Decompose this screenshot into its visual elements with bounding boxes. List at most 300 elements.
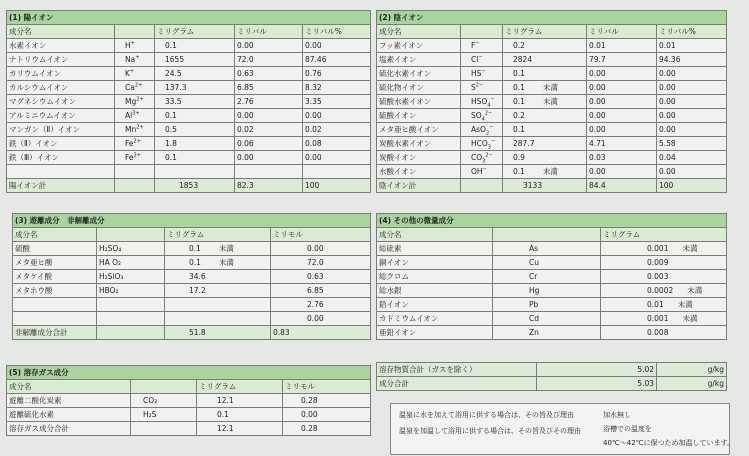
undissociated-total-label: 非解離成分合計 bbox=[13, 326, 97, 340]
summary-total-unit: g/kg bbox=[657, 377, 727, 391]
trace-mg-value: 0.008 bbox=[647, 327, 669, 337]
trace-name: 総砒素 bbox=[377, 242, 493, 256]
trace-symbol: As bbox=[493, 242, 601, 256]
anions-title: (2) 陰イオン bbox=[377, 11, 727, 25]
trace-name: カドミウムイオン bbox=[377, 312, 493, 326]
ion-symbol-base: OH bbox=[471, 166, 483, 176]
gas-symbol: H₂S bbox=[131, 408, 197, 422]
ion-mg bbox=[155, 95, 235, 109]
ion-mg bbox=[503, 39, 587, 53]
ion-mg-value: 33.5 bbox=[165, 96, 182, 106]
table-row bbox=[7, 137, 371, 151]
ion-symbol bbox=[115, 109, 155, 123]
table-row bbox=[377, 284, 727, 298]
trace-name: 総水銀 bbox=[377, 284, 493, 298]
ion-name bbox=[7, 165, 115, 179]
undissociated-title: (3) 遊離成分 非解離成分 bbox=[13, 214, 371, 228]
ion-symbol-sup: 2− bbox=[484, 110, 493, 116]
ion-mval: 0.02 bbox=[235, 123, 303, 137]
ion-name: 水素イオン bbox=[7, 39, 115, 53]
ion-name: アルミニウムイオン bbox=[7, 109, 115, 123]
ion-mg-value: 0.5 bbox=[165, 124, 177, 134]
trace-name: 鉛イオン bbox=[377, 298, 493, 312]
ion-pct: 0.00 bbox=[657, 67, 727, 81]
gas-name: 遊離二酸化炭素 bbox=[7, 394, 131, 408]
ion-mg-value: 0.1 bbox=[513, 124, 525, 134]
ion-mval bbox=[235, 165, 303, 179]
ion-name: 鉄（Ⅲ）イオン bbox=[7, 151, 115, 165]
undissociated-table bbox=[12, 213, 371, 340]
ion-symbol bbox=[115, 81, 155, 95]
note-water-added: 温泉に水を加えて浴用に供する場合は、その旨及び理由 bbox=[399, 411, 574, 419]
anions-total-label: 陰イオン計 bbox=[377, 179, 461, 193]
ion-mg-value: 0.1 bbox=[513, 68, 525, 78]
component-name bbox=[13, 298, 97, 312]
ion-symbol-base: Ca bbox=[125, 82, 135, 92]
ion-mval: 0.00 bbox=[587, 95, 657, 109]
note-heating: 温泉を加温して浴用に供する場合は、その旨及びその理由 bbox=[399, 427, 581, 435]
ion-name: メタ亜ヒ酸イオン bbox=[377, 123, 461, 137]
trace-mg-value: 0.001 bbox=[647, 243, 669, 253]
undissociated-total-formula bbox=[97, 326, 165, 340]
table-row bbox=[7, 123, 371, 137]
ion-symbol bbox=[461, 67, 503, 81]
table-row bbox=[13, 270, 371, 284]
ion-symbol bbox=[115, 165, 155, 179]
component-mg bbox=[165, 256, 271, 270]
table-row bbox=[7, 53, 371, 67]
cations-body bbox=[7, 39, 371, 179]
gas-mg: 12.1 bbox=[197, 422, 283, 436]
anions-header-pct: ミリバル% bbox=[657, 25, 727, 39]
ion-symbol-base: Fe bbox=[125, 138, 134, 148]
trace-symbol: Pb bbox=[493, 298, 601, 312]
ion-pct: 0.00 bbox=[657, 81, 727, 95]
anions-header-mval: ミリバル bbox=[587, 25, 657, 39]
gas-header-symbol bbox=[131, 380, 197, 394]
ion-pct: 0.08 bbox=[303, 137, 371, 151]
anions-header-symbol bbox=[461, 25, 503, 39]
component-formula bbox=[97, 298, 165, 312]
table-row bbox=[377, 312, 727, 326]
ion-name: マグネシウムイオン bbox=[7, 95, 115, 109]
ion-name: 鉄（Ⅱ）イオン bbox=[7, 137, 115, 151]
ion-symbol-sup: 2+ bbox=[136, 124, 144, 130]
ion-mg-value: 0.1 bbox=[165, 40, 177, 50]
ion-mg bbox=[503, 109, 587, 123]
cations-total-mg: 1853 bbox=[155, 179, 235, 193]
undissociated-header-name: 成分名 bbox=[13, 228, 97, 242]
ion-symbol-base: Al bbox=[125, 110, 133, 120]
trace-header-name: 成分名 bbox=[377, 228, 493, 242]
ion-symbol-base: Cl bbox=[471, 54, 479, 64]
anions-header-mg: ミリグラム bbox=[503, 25, 587, 39]
component-formula: H₂SO₄ bbox=[97, 242, 165, 256]
ion-mg-value: 0.2 bbox=[513, 40, 525, 50]
trace-mg-value: 0.0002 bbox=[647, 285, 674, 295]
ion-mg bbox=[155, 109, 235, 123]
note-heating-reason: 40℃～42℃に保つため加温しています。 bbox=[603, 439, 734, 447]
ion-symbol-sup: 3+ bbox=[132, 110, 140, 116]
gas-mmol: 0.28 bbox=[283, 422, 371, 436]
ion-symbol bbox=[461, 123, 503, 137]
trace-header-mg: ミリグラム bbox=[601, 228, 727, 242]
component-name: 硫酸 bbox=[13, 242, 97, 256]
table-row bbox=[377, 81, 727, 95]
table-row bbox=[377, 95, 727, 109]
ion-symbol-sub: 2 bbox=[485, 130, 490, 136]
cations-table bbox=[6, 10, 371, 193]
cations-title: (1) 陽イオン bbox=[7, 11, 371, 25]
ion-pct: 0.01 bbox=[657, 39, 727, 53]
gas-header-mg: ミリグラム bbox=[197, 380, 283, 394]
gas-header-mmol: ミリモル bbox=[283, 380, 371, 394]
ion-symbol bbox=[461, 81, 503, 95]
ion-mg bbox=[155, 137, 235, 151]
cations-total-pct: 100 bbox=[303, 179, 371, 193]
ion-name: フッ素イオン bbox=[377, 39, 461, 53]
ion-symbol-sup: 2+ bbox=[136, 96, 144, 102]
ion-symbol-sup: 2− bbox=[485, 152, 493, 158]
component-mg bbox=[165, 284, 271, 298]
ion-pct: 0.00 bbox=[303, 109, 371, 123]
undissociated-total-mmol: 0.83 bbox=[271, 326, 371, 340]
cations-header-pct: ミリバル% bbox=[303, 25, 371, 39]
trace-header-symbol bbox=[493, 228, 601, 242]
component-mmol: 72.0 bbox=[271, 256, 371, 270]
table-row bbox=[7, 151, 371, 165]
component-mg-value: 34.6 bbox=[189, 271, 206, 281]
component-name: メタケイ酸 bbox=[13, 270, 97, 284]
gas-symbol: CO₂ bbox=[131, 394, 197, 408]
table-row bbox=[377, 67, 727, 81]
ion-mg bbox=[155, 81, 235, 95]
ion-mval: 0.00 bbox=[235, 109, 303, 123]
ion-symbol-sup: 2+ bbox=[134, 82, 143, 88]
ion-mg-note: 未満 bbox=[542, 96, 558, 106]
ion-symbol bbox=[115, 137, 155, 151]
ion-pct: 0.00 bbox=[657, 165, 727, 179]
ion-mg bbox=[155, 165, 235, 179]
component-mg-value: 0.1 bbox=[189, 257, 201, 267]
trace-mg-value: 0.003 bbox=[647, 271, 669, 281]
table-row bbox=[377, 123, 727, 137]
ion-symbol-sup: − bbox=[481, 68, 486, 74]
ion-symbol bbox=[461, 95, 503, 109]
undissociated-header-mmol: ミリモル bbox=[271, 228, 371, 242]
ion-symbol-base: HSO bbox=[471, 96, 488, 106]
ion-mg-value: 137.3 bbox=[165, 82, 187, 92]
table-row bbox=[377, 256, 727, 270]
ion-mval: 79.7 bbox=[587, 53, 657, 67]
ion-name: マンガン（Ⅱ）イオン bbox=[7, 123, 115, 137]
ion-symbol-sup: − bbox=[490, 96, 495, 102]
ion-symbol bbox=[115, 151, 155, 165]
anions-table bbox=[376, 10, 727, 193]
trace-symbol: Cd bbox=[493, 312, 601, 326]
gas-name: 遊離硫化水素 bbox=[7, 408, 131, 422]
table-row bbox=[13, 242, 371, 256]
summary-total-label: 成分合計 bbox=[377, 377, 537, 391]
ion-symbol-sup: + bbox=[130, 40, 135, 46]
ion-pct: 0.00 bbox=[303, 39, 371, 53]
ion-mg-value: 1.8 bbox=[165, 138, 177, 148]
gas-title: (5) 溶存ガス成分 bbox=[7, 366, 371, 380]
ion-symbol-sub: 4 bbox=[487, 102, 491, 108]
trace-table bbox=[376, 213, 727, 340]
ion-symbol bbox=[115, 95, 155, 109]
ion-name: 炭酸イオン bbox=[377, 151, 461, 165]
component-mmol: 0.63 bbox=[271, 270, 371, 284]
ion-symbol-base: SO bbox=[471, 110, 482, 120]
trace-mg bbox=[601, 312, 727, 326]
ion-mval: 0.00 bbox=[587, 123, 657, 137]
anions-body bbox=[377, 39, 727, 179]
table-row bbox=[13, 312, 371, 326]
component-mmol: 0.00 bbox=[271, 312, 371, 326]
ion-mval: 2.76 bbox=[235, 95, 303, 109]
undissociated-header-formula bbox=[97, 228, 165, 242]
ion-symbol-base: F bbox=[471, 40, 476, 50]
ion-mval: 0.06 bbox=[235, 137, 303, 151]
component-mmol: 2.76 bbox=[271, 298, 371, 312]
table-row bbox=[7, 95, 371, 109]
summary-dissolved-label: 溶存物質合計（ガスを除く） bbox=[377, 363, 537, 377]
ion-name: カリウムイオン bbox=[7, 67, 115, 81]
component-mg-value: 17.2 bbox=[189, 285, 206, 295]
ion-symbol-sup: − bbox=[489, 124, 494, 130]
ion-name: 炭酸水素イオン bbox=[377, 137, 461, 151]
ion-symbol-sup: 3+ bbox=[133, 152, 141, 158]
summary-dissolved-unit: g/kg bbox=[657, 363, 727, 377]
ion-pct: 0.00 bbox=[303, 151, 371, 165]
ion-symbol-base: Fe bbox=[125, 152, 134, 162]
table-row bbox=[13, 284, 371, 298]
undissociated-header-mg: ミリグラム bbox=[165, 228, 271, 242]
ion-mg bbox=[503, 137, 587, 151]
ion-pct: 94.36 bbox=[657, 53, 727, 67]
ion-pct: 0.02 bbox=[303, 123, 371, 137]
ion-mg-value: 2824 bbox=[513, 54, 533, 64]
ion-pct: 0.76 bbox=[303, 67, 371, 81]
ion-mg-note: 未満 bbox=[542, 166, 558, 176]
note-no-water-added: 加水無し bbox=[603, 411, 631, 419]
ion-mg bbox=[155, 151, 235, 165]
component-formula: HBO₂ bbox=[97, 284, 165, 298]
ion-symbol-sup: − bbox=[482, 166, 487, 172]
ion-mval: 0.63 bbox=[235, 67, 303, 81]
trace-title: (4) その他の微量成分 bbox=[377, 214, 727, 228]
ion-mg-value: 0.1 bbox=[513, 82, 525, 92]
ion-mval: 0.00 bbox=[235, 39, 303, 53]
summary-total-value: 5.03 bbox=[537, 377, 657, 391]
ion-symbol-base: HS bbox=[471, 68, 482, 78]
cations-header-name: 成分名 bbox=[7, 25, 115, 39]
trace-mg-note: 未満 bbox=[687, 285, 703, 295]
ion-pct: 8.32 bbox=[303, 81, 371, 95]
table-row bbox=[377, 242, 727, 256]
table-row bbox=[377, 109, 727, 123]
table-row bbox=[7, 81, 371, 95]
gas-mmol: 0.00 bbox=[283, 408, 371, 422]
ion-symbol-base: AsO bbox=[471, 124, 486, 134]
table-row bbox=[7, 39, 371, 53]
component-mmol: 0.00 bbox=[271, 242, 371, 256]
ion-mval: 6.85 bbox=[235, 81, 303, 95]
ion-mval: 4.71 bbox=[587, 137, 657, 151]
component-mg-value: 0.1 bbox=[189, 243, 201, 253]
ion-symbol-sup: + bbox=[129, 68, 135, 74]
table-row bbox=[13, 256, 371, 270]
trace-mg bbox=[601, 242, 727, 256]
trace-name: 総クロム bbox=[377, 270, 493, 284]
ion-mg-value: 0.9 bbox=[513, 152, 525, 162]
trace-mg bbox=[601, 256, 727, 270]
ion-mval: 0.00 bbox=[587, 67, 657, 81]
cations-header-mval: ミリバル bbox=[235, 25, 303, 39]
anions-total-mg: 3133 bbox=[503, 179, 587, 193]
ion-symbol bbox=[115, 53, 155, 67]
trace-mg-note: 未満 bbox=[682, 243, 698, 253]
note-bath-temp: 浴槽での温度を bbox=[603, 425, 652, 433]
ion-symbol bbox=[115, 123, 155, 137]
summary-dissolved-value: 5.02 bbox=[537, 363, 657, 377]
trace-mg bbox=[601, 326, 727, 340]
anions-header-name: 成分名 bbox=[377, 25, 461, 39]
ion-symbol bbox=[115, 67, 155, 81]
ion-mg-value: 0.1 bbox=[165, 152, 177, 162]
trace-body bbox=[377, 242, 727, 340]
component-name: メタホウ酸 bbox=[13, 284, 97, 298]
component-mg bbox=[165, 270, 271, 284]
component-mg-note: 未満 bbox=[218, 257, 234, 267]
gas-mg: 0.1 bbox=[197, 408, 283, 422]
component-mg bbox=[165, 312, 271, 326]
ion-mval: 72.0 bbox=[235, 53, 303, 67]
table-row bbox=[377, 39, 727, 53]
ion-mg bbox=[503, 53, 587, 67]
ion-symbol-sub: 3 bbox=[487, 144, 491, 150]
component-formula: HA O₂ bbox=[97, 256, 165, 270]
ion-symbol-sup: − bbox=[475, 40, 480, 46]
ion-name: 塩素イオン bbox=[377, 53, 461, 67]
summary-table bbox=[376, 362, 727, 391]
ion-pct: 87.46 bbox=[303, 53, 371, 67]
ion-mg bbox=[503, 95, 587, 109]
ion-mg-value: 0.1 bbox=[513, 96, 525, 106]
ion-mg bbox=[155, 53, 235, 67]
trace-mg-value: 0.001 bbox=[647, 313, 669, 323]
gas-table bbox=[6, 365, 371, 436]
gas-name: 溶存ガス成分合計 bbox=[7, 422, 131, 436]
trace-symbol: Cr bbox=[493, 270, 601, 284]
component-mg-note: 未満 bbox=[218, 243, 234, 253]
ion-mval: 0.03 bbox=[587, 151, 657, 165]
ion-mg bbox=[503, 165, 587, 179]
gas-body bbox=[7, 394, 371, 436]
trace-symbol: Cu bbox=[493, 256, 601, 270]
ion-mg bbox=[155, 39, 235, 53]
trace-mg bbox=[601, 284, 727, 298]
ion-pct: 3.35 bbox=[303, 95, 371, 109]
undissociated-total-mg: 51.8 bbox=[165, 326, 271, 340]
undissociated-body bbox=[13, 242, 371, 326]
trace-mg-value: 0.01 bbox=[647, 299, 664, 309]
ion-pct: 0.00 bbox=[657, 95, 727, 109]
cations-total-mval: 82.3 bbox=[235, 179, 303, 193]
table-row bbox=[377, 137, 727, 151]
ion-symbol bbox=[115, 39, 155, 53]
ion-name: 硫化物イオン bbox=[377, 81, 461, 95]
ion-name: カルシウムイオン bbox=[7, 81, 115, 95]
ion-symbol-base: Na bbox=[125, 54, 136, 64]
trace-mg-note: 未満 bbox=[677, 299, 693, 309]
ion-pct: 0.04 bbox=[657, 151, 727, 165]
table-row bbox=[7, 422, 371, 436]
ion-mg bbox=[503, 151, 587, 165]
ion-mg bbox=[155, 123, 235, 137]
ion-pct: 0.00 bbox=[657, 109, 727, 123]
ion-symbol-base: Mg bbox=[125, 96, 137, 106]
table-row bbox=[7, 165, 371, 179]
trace-name: 銅イオン bbox=[377, 256, 493, 270]
anions-total-mval: 84.4 bbox=[587, 179, 657, 193]
ion-symbol bbox=[461, 165, 503, 179]
trace-symbol: Zn bbox=[493, 326, 601, 340]
ion-symbol-sup: + bbox=[135, 54, 140, 60]
ion-symbol-sub: 4 bbox=[481, 116, 485, 122]
component-name: メタ亜ヒ酸 bbox=[13, 256, 97, 270]
ion-pct: 0.00 bbox=[657, 123, 727, 137]
ion-mval: 0.00 bbox=[587, 109, 657, 123]
ion-mval: 0.00 bbox=[235, 151, 303, 165]
gas-mmol: 0.28 bbox=[283, 394, 371, 408]
ion-mg bbox=[155, 67, 235, 81]
ion-symbol bbox=[461, 53, 503, 67]
table-row bbox=[377, 326, 727, 340]
ion-symbol bbox=[461, 137, 503, 151]
trace-symbol: Hg bbox=[493, 284, 601, 298]
trace-mg-value: 0.009 bbox=[647, 257, 669, 267]
ion-symbol bbox=[461, 39, 503, 53]
ion-name: 硫化水素イオン bbox=[377, 67, 461, 81]
anions-total-pct: 100 bbox=[657, 179, 727, 193]
component-mmol: 6.85 bbox=[271, 284, 371, 298]
ion-mg bbox=[503, 123, 587, 137]
component-mg bbox=[165, 298, 271, 312]
ion-name: 硫酸イオン bbox=[377, 109, 461, 123]
cations-total-sym bbox=[115, 179, 155, 193]
ion-mg-value: 24.5 bbox=[165, 68, 182, 78]
trace-mg bbox=[601, 270, 727, 284]
ion-mg-value: 0.2 bbox=[513, 110, 525, 120]
ion-symbol-base: H bbox=[125, 40, 131, 50]
table-row bbox=[377, 151, 727, 165]
table-row bbox=[377, 298, 727, 312]
table-row bbox=[7, 67, 371, 81]
ion-symbol-sup: 2− bbox=[475, 82, 484, 88]
ion-mg-value: 0.1 bbox=[513, 166, 525, 176]
ion-mval: 0.01 bbox=[587, 39, 657, 53]
notes-box bbox=[390, 403, 734, 455]
ion-pct bbox=[303, 165, 371, 179]
ion-symbol-sub: 3 bbox=[482, 158, 486, 164]
component-mg bbox=[165, 242, 271, 256]
ion-symbol-base: K bbox=[125, 68, 130, 78]
gas-header-name: 成分名 bbox=[7, 380, 131, 394]
table-row bbox=[377, 165, 727, 179]
ion-symbol-sup: 2+ bbox=[133, 138, 141, 144]
